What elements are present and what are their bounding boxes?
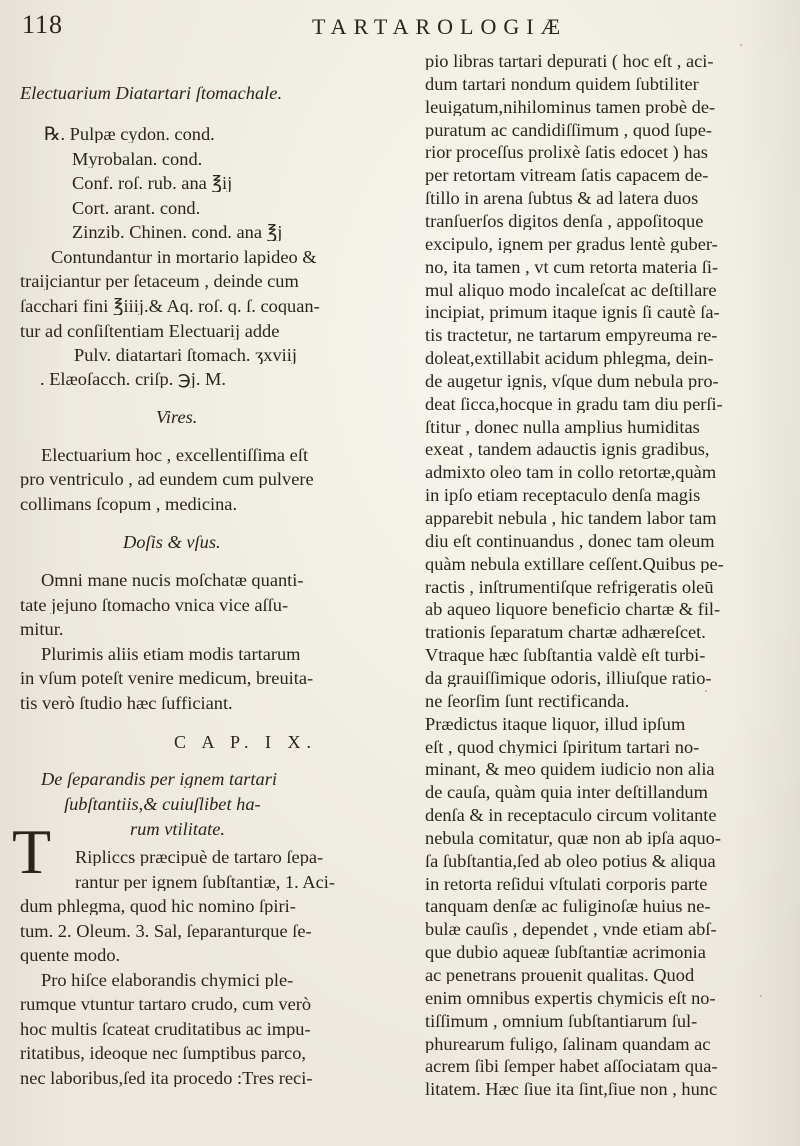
text-line: pio libras tartari depurati ( hoc eſt , aci- [425,52,714,71]
text-line: ab aqueo liquore beneficio chartæ & fil- [425,600,721,619]
drop-capital: T [12,816,52,887]
text-line: rumque vtuntur tartaro crudo, cum verò [20,995,312,1014]
text-line: ſtillo in arena ſubtus & ad latera duos [425,189,699,208]
text-line: trationis ſeparatum chartæ adhæreſcet. [425,623,706,642]
text-line: nec laboribus,ſed ita procedo :Tres reci- [20,1069,313,1088]
text-line: ſacchari fini ℥iiij.& Aq. roſ. q. ſ. coquan- [20,297,320,316]
text-line: denſa & in receptaculo circum volitante [425,806,717,825]
text-line: ritatibus, ideoque nec ſumptibus parco, [20,1044,307,1063]
text-line: quàm nebula extillare ceſſent.Quibus pe- [425,554,724,574]
text-line: Pulv. diatartari ſtomach. ʒxviij [74,346,298,365]
text-line: ractis , inſtrumentiſque refrigeratis oleū [425,577,714,596]
text-line: exeat , tandem adauctis ignis gradibus, [425,440,710,459]
text-line: da grauiſſimique odoris, illiuſque ratio- [425,668,712,688]
text-line: incipiat, primum itaque ignis ſi cautè ſa- [425,303,720,322]
text-line: ſtitur , donec nulla amplius humiditas [425,417,700,436]
text-line: leuigatum,nihilominus tamen probè de- [425,97,716,117]
text-line: Ripliccs præcipuè de tartaro ſepa- [75,848,324,867]
text-line: ℞. Pulpæ cydon. cond. [44,125,215,144]
text-line: bulæ cauſis , dependet , vnde etiam abſ- [425,920,717,939]
text-line: dum phlegma, quod hic nomino ſpiri- [20,897,296,916]
text-line: de augetur ignis, vſque dum nebula pro- [425,371,719,391]
text-line: Cort. arant. cond. [72,199,201,218]
heading-line: Doſis & vſus. [123,533,221,552]
paper-spot [705,690,707,692]
text-line: excipulo, ignem per gradus lentè guber- [425,234,718,254]
text-line: doleat,extillabit acidum phlegma, dein- [425,349,714,368]
text-line: tanquam denſæ ac fuliginoſæ huius ne- [425,897,711,916]
text-line: tis tractetur, ne tartarum empyreuma re- [425,326,718,345]
text-line: Omni mane nucis moſchatæ quanti- [41,571,304,590]
text-line: litatem. Hæc ſiue ita ſint,ſiue non , hunc [425,1080,718,1099]
text-line: Electuarium hoc , excellentiſſima eſt [41,446,309,465]
paper-spot [740,44,742,46]
text-line: tum. 2. Oleum. 3. Sal, ſeparanturque ſe- [20,922,312,941]
running-title: TARTAROLOGIÆ [312,14,568,39]
text-line: Plurimis aliis etiam modis tartarum [41,645,301,664]
text-line: traijciantur per ſetaceum , deinde cum [20,272,299,291]
heading-line: rum vtilitate. [130,820,226,839]
heading-line: ſubſtantiis,& cuiuſlibet ha- [64,795,261,814]
text-line: tranſuerſos digitos denſa , appoſitoque [425,211,704,231]
heading-line: Vires. [156,408,198,427]
text-line: Contundantur in mortario lapideo & [51,248,317,267]
text-line: Conf. roſ. rub. ana ℥ij [72,174,233,193]
text-line: que dubio aqueæ ſubſtantiæ acrimonia [425,943,706,962]
text-line: ac penetrans prouenit qualitas. Quod [425,966,695,985]
text-line: Prædictus itaque liquor, illud ipſum [425,714,686,734]
text-line: rantur per ignem ſubſtantiæ, 1. Aci- [75,873,335,892]
text-line: pro ventriculo , ad eundem cum pulvere [20,470,314,489]
text-line: deat ſicca,hocque in gradu tam diu perſi- [425,394,723,414]
text-line: in vſum poteſt venire medicum, breuita- [20,669,314,688]
heading-line: Electuarium Diatartari ſtomachale. [20,84,283,103]
text-line: Myrobalan. cond. [72,150,203,169]
text-line: in retorta reſidui vſtulati corporis parte [425,874,708,893]
page-number: 118 [22,10,64,39]
text-line: mitur. [20,620,64,639]
text-line: acrem ſibi ſemper habet aſſociatam qua- [425,1057,718,1076]
text-line: tate jejuno ſtomacho vnica vice aſſu- [20,596,289,615]
text-line: Vtraque hæc ſubſtantia valdè eſt turbi- [425,646,706,665]
text-line: tur ad conſiſtentiam Electuarij adde [20,322,280,341]
text-line: per retortam vitream ſatis capacem de- [425,166,709,185]
text-line: collimans ſcopum , medicina. [20,495,238,514]
text-line: de cauſa, quàm quia inter deſtillandum [425,783,708,802]
chapter-heading: C A P. I X. [174,733,318,751]
text-line: diu eſt continuandus , donec tam oleum [425,531,715,551]
text-line: puratum ac candidiſſimum , quod ſupe- [425,120,713,139]
text-line: hoc multis ſcateat cruditatibus ac impu- [20,1020,311,1039]
text-line: Pro hiſce elaborandis chymici ple- [41,971,294,990]
text-line: . Elæoſacch. criſp. ℈j. M. [40,370,226,389]
text-line: admixto oleo tam in collo retortæ,quàm [425,463,717,482]
text-line: ne ſeorſim ſunt rectificanda. [425,691,630,711]
text-line: dum tartari nondum quidem ſubtiliter [425,74,699,94]
text-line: Zinzib. Chinen. cond. ana ℥j [72,223,283,242]
text-line: rior proceſſus prolixè ſatis edocet ) has [425,143,708,162]
text-line: quente modo. [20,946,121,965]
heading-line: De ſeparandis per ignem tartari [41,770,277,789]
text-line: eſt , quod chymici ſpiritum tartari no- [425,737,700,756]
text-line: in ipſo etiam receptaculo denſa magis [425,486,701,505]
text-line: phurearum fuligo, ſalinam quandam ac [425,1034,711,1053]
text-line: apparebit nebula , hic tandem labor tam [425,509,717,528]
paper-spot [760,995,762,997]
text-line: nebula comitatur, quæ non ab ipſa aquo- [425,828,721,848]
text-line: minant, & meo quidem iudicio non alia [425,760,715,779]
text-line: tiſſimum , omnium ſubſtantiarum ſul- [425,1011,698,1031]
text-line: no, ita tamen , vt cum retorta materia ſi- [425,257,719,277]
text-line: enim omnibus expertis chymicis eſt no- [425,988,716,1008]
text-line: tis verò ſtudio hæc ſufficiant. [20,694,233,713]
text-line: mul aliquo modo incaleſcat ac deſtillare [425,280,717,299]
text-line: ſa ſubſtantia,ſed ab oleo potius & aliqua [425,851,716,871]
